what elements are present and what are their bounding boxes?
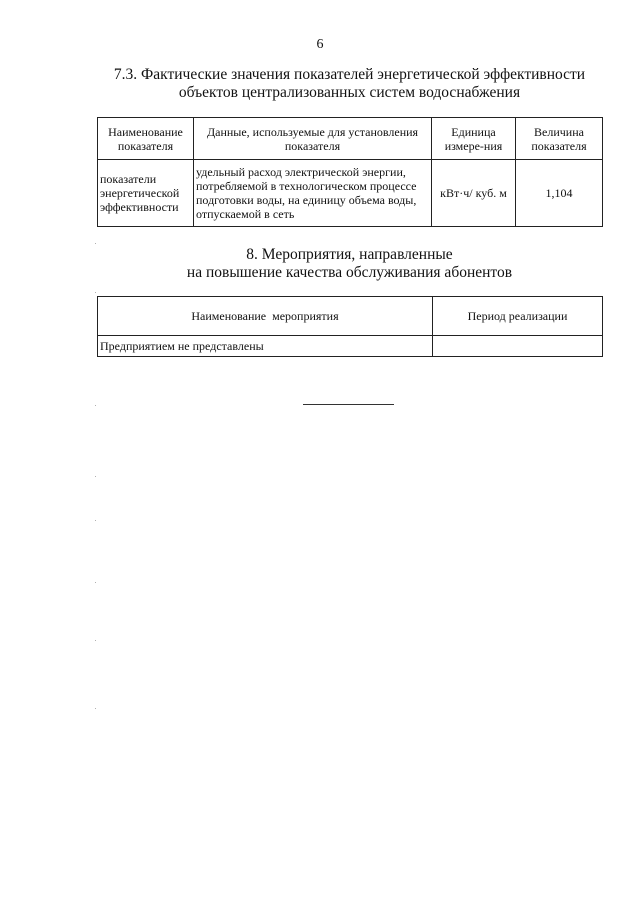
cell-indicator-name: показатели энергетической эффективности: [98, 160, 194, 227]
table-row: [98, 160, 603, 227]
scan-mark: [95, 708, 96, 709]
header-unit: Единица измере-ния: [432, 118, 516, 160]
cell-indicator-data: удельный расход электрической энергии, потребляемой в технологическом процессе подготовки воды, на единицу объема воды, отпускаемой в сеть: [194, 160, 432, 227]
header-value: Величина показателя: [516, 118, 603, 160]
section-8-title-line-2: на повышение качества обслуживания абонентов: [186, 264, 513, 281]
scan-mark: [95, 476, 96, 477]
header-indicator-name: Наименование показателя: [98, 118, 194, 160]
scan-mark: [95, 243, 96, 244]
section-8-title-line-1: 8. Мероприятия, направленные: [246, 246, 453, 263]
scan-mark: [95, 520, 96, 521]
section-7-3-title: [97, 66, 602, 102]
page-number: 6: [316, 37, 324, 52]
table-header-row: [98, 118, 603, 160]
cell-period: [433, 336, 603, 357]
section-8-title: [97, 246, 602, 282]
table-header-row: [98, 297, 603, 336]
cell-value: 1,104: [516, 160, 603, 227]
header-measure-name: Наименование мероприятия: [98, 297, 433, 336]
scan-mark: [95, 640, 96, 641]
end-separator-line: [303, 404, 394, 405]
scan-mark: [95, 582, 96, 583]
cell-unit: кВт·ч/ куб. м: [432, 160, 516, 227]
header-indicator-data: Данные, используемые для установления показателя: [194, 118, 432, 160]
section-7-3-title-line-1: 7.3. Фактические значения показателей энергетической эффективности: [113, 66, 586, 83]
scan-mark: [95, 292, 96, 293]
measures-table: [97, 296, 603, 357]
table-row: [98, 336, 603, 357]
section-7-3-title-line-2: объектов централизованных систем водоснабжения: [178, 84, 521, 101]
scan-mark: [95, 405, 96, 406]
energy-efficiency-table: [97, 117, 603, 227]
cell-measure-name: Предприятием не представлены: [98, 336, 433, 357]
header-period: Период реализации: [433, 297, 603, 336]
